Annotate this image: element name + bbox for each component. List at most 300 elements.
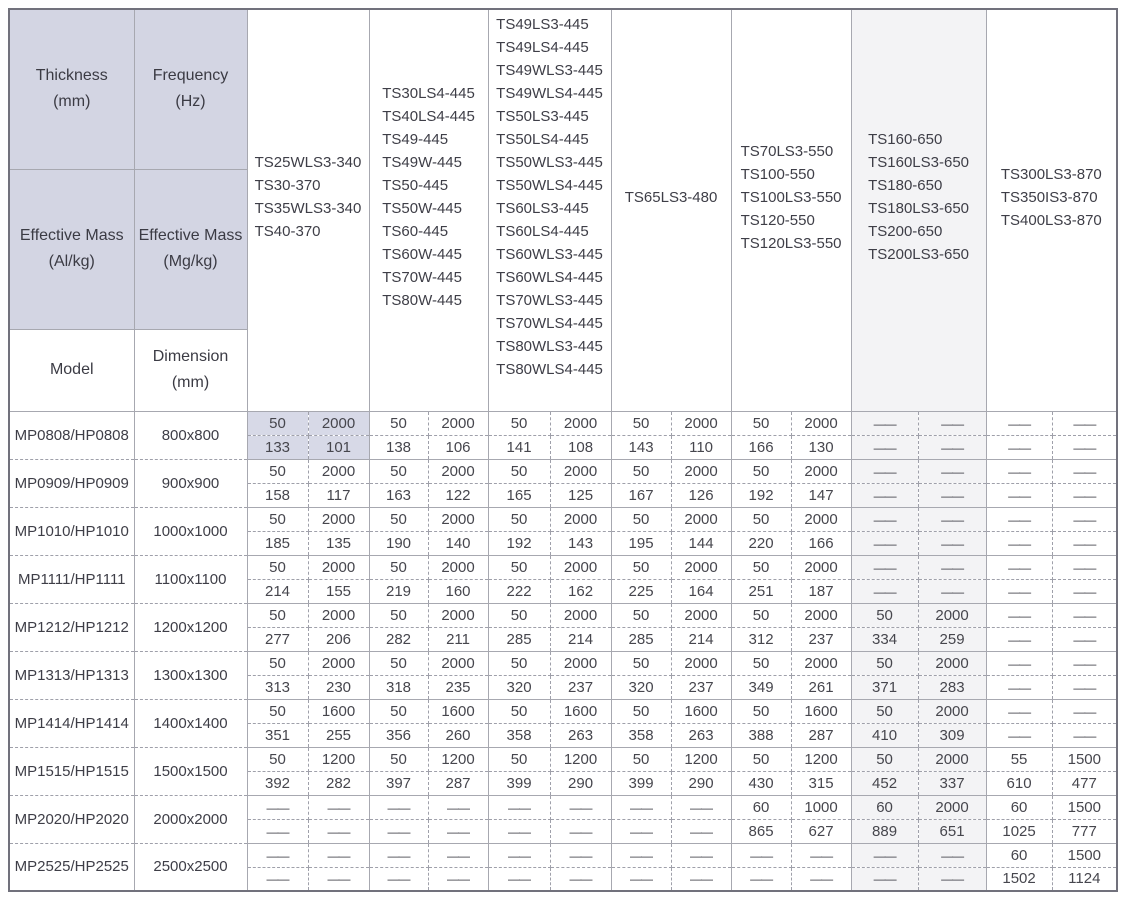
mass-mg-value: 206 (308, 627, 369, 651)
product-spec-table (8, 8, 1118, 892)
series-column-header-5 (731, 9, 851, 411)
not-available-dash: —— (1008, 416, 1031, 431)
header-dimension-label: Dimension (152, 348, 229, 365)
mass-mg-value: 230 (308, 675, 369, 699)
mass-mg-value: 144 (671, 531, 731, 555)
mass-mg-value: 477 (1052, 771, 1117, 795)
mass-mg-value: 255 (308, 723, 369, 747)
frequency-value (308, 843, 369, 867)
mass-al-value: 1502 (986, 867, 1052, 891)
series-model-label: TS40LS4-445 (382, 108, 475, 126)
mass-al-value: 399 (611, 771, 671, 795)
thickness-value: 50 (851, 651, 918, 675)
frequency-value: 2000 (308, 507, 369, 531)
spec-table-body (9, 411, 1117, 891)
mass-al-value: 163 (369, 483, 428, 507)
table-row (9, 843, 1117, 867)
thickness-value: 60 (986, 795, 1052, 819)
thickness-value (369, 843, 428, 867)
mass-al-value: 214 (247, 579, 308, 603)
not-available-dash: —— (1008, 560, 1031, 575)
series-model-label: TS50WLS3-445 (496, 154, 603, 172)
mass-mg-value: 237 (791, 627, 851, 651)
thickness-value (488, 795, 550, 819)
not-available-dash: —— (750, 872, 773, 887)
not-available-dash: —— (569, 800, 592, 815)
not-available-dash: —— (941, 416, 964, 431)
mass-mg-value: 235 (428, 675, 488, 699)
thickness-value (986, 507, 1052, 531)
frequency-value: 1000 (791, 795, 851, 819)
mass-al-value: 143 (611, 435, 671, 459)
frequency-value: 2000 (671, 603, 731, 627)
thickness-value: 55 (986, 747, 1052, 771)
not-available-dash: —— (508, 872, 531, 887)
frequency-value: 2000 (671, 651, 731, 675)
frequency-value: 1200 (550, 747, 611, 771)
frequency-value: 1500 (1052, 747, 1117, 771)
mass-al-value: 351 (247, 723, 308, 747)
series-model-label: TS70WLS4-445 (496, 315, 603, 333)
mass-al-value: 251 (731, 579, 791, 603)
frequency-value (671, 795, 731, 819)
frequency-value: 2000 (308, 651, 369, 675)
mass-al-value: 220 (731, 531, 791, 555)
not-available-dash: —— (1008, 704, 1031, 719)
thickness-value: 50 (731, 747, 791, 771)
mass-al-value (986, 483, 1052, 507)
mass-mg-value: 106 (428, 435, 488, 459)
mass-mg-value (1052, 483, 1117, 507)
frequency-value (918, 411, 986, 435)
frequency-value: 2000 (791, 603, 851, 627)
mass-al-value (731, 867, 791, 891)
not-available-dash: —— (569, 848, 592, 863)
not-available-dash: —— (447, 800, 470, 815)
mass-mg-value (1052, 675, 1117, 699)
mass-mg-value: 143 (550, 531, 611, 555)
series-model-label: TS49LS4-445 (496, 39, 589, 57)
frequency-value: 2000 (308, 603, 369, 627)
dimension-cell: 1500x1500 (134, 747, 247, 795)
series-model-label: TS70W-445 (382, 269, 462, 287)
frequency-value (308, 795, 369, 819)
frequency-value: 2000 (671, 411, 731, 435)
not-available-dash: —— (1008, 512, 1031, 527)
thickness-value: 50 (488, 555, 550, 579)
series-model-label: TS100-550 (740, 165, 815, 183)
thickness-value: 50 (247, 507, 308, 531)
thickness-value: 60 (731, 795, 791, 819)
mass-al-value: 158 (247, 483, 308, 507)
thickness-value: 50 (488, 651, 550, 675)
frequency-value: 2000 (550, 459, 611, 483)
mass-mg-value (1052, 435, 1117, 459)
thickness-value: 50 (731, 459, 791, 483)
mass-al-value: 219 (369, 579, 428, 603)
header-dimension-unit: (mm) (171, 374, 210, 391)
mass-mg-value: 160 (428, 579, 488, 603)
series-model-label: TS49WLS4-445 (496, 85, 603, 103)
thickness-value: 50 (369, 411, 428, 435)
frequency-value (1052, 555, 1117, 579)
frequency-value: 2000 (308, 459, 369, 483)
header-effective-mass-mg (134, 169, 247, 329)
not-available-dash: —— (447, 872, 470, 887)
mass-mg-value: 287 (791, 723, 851, 747)
mass-mg-value (428, 819, 488, 843)
thickness-value: 50 (731, 651, 791, 675)
series-model-label: TS50-445 (382, 177, 449, 195)
thickness-value: 50 (731, 699, 791, 723)
dimension-cell: 900x900 (134, 459, 247, 507)
series-model-label: TS60-445 (382, 223, 449, 241)
not-available-dash: —— (387, 848, 410, 863)
thickness-value: 60 (851, 795, 918, 819)
not-available-dash: —— (266, 872, 289, 887)
not-available-dash: —— (569, 872, 592, 887)
header-thickness (9, 9, 134, 169)
thickness-value: 50 (731, 507, 791, 531)
thickness-value: 50 (369, 459, 428, 483)
dimension-cell: 2500x2500 (134, 843, 247, 891)
mass-mg-value (918, 579, 986, 603)
table-row (9, 795, 1117, 819)
dimension-cell: 1000x1000 (134, 507, 247, 555)
mass-al-value: 358 (488, 723, 550, 747)
thickness-value (851, 459, 918, 483)
frequency-value: 2000 (428, 411, 488, 435)
mass-mg-value: 287 (428, 771, 488, 795)
model-cell: MP2525/HP2525 (9, 843, 134, 891)
model-cell: MP0808/HP0808 (9, 411, 134, 459)
not-available-dash: —— (1073, 536, 1096, 551)
model-cell: MP2020/HP2020 (9, 795, 134, 843)
mass-al-value: 190 (369, 531, 428, 555)
frequency-value (1052, 603, 1117, 627)
mass-mg-value: 126 (671, 483, 731, 507)
thickness-value: 50 (851, 603, 918, 627)
mass-al-value (986, 531, 1052, 555)
series-model-label: TS350IS3-870 (1000, 188, 1098, 206)
series-model-label: TS49W-445 (382, 154, 462, 172)
not-available-dash: —— (630, 848, 653, 863)
not-available-dash: —— (1008, 608, 1031, 623)
mass-mg-value (918, 483, 986, 507)
frequency-value: 2000 (550, 651, 611, 675)
not-available-dash: —— (810, 872, 833, 887)
series-model-label: TS70LS3-550 (740, 142, 834, 160)
mass-mg-value: 122 (428, 483, 488, 507)
series-model-label: TS100LS3-550 (740, 188, 842, 206)
series-model-label: TS80WLS4-445 (496, 361, 603, 379)
dimension-cell: 2000x2000 (134, 795, 247, 843)
mass-al-value: 141 (488, 435, 550, 459)
mass-mg-value: 166 (791, 531, 851, 555)
series-model-label: TS50LS3-445 (496, 108, 589, 126)
frequency-value: 2000 (308, 555, 369, 579)
mass-al-value (611, 819, 671, 843)
mass-al-value: 392 (247, 771, 308, 795)
mass-mg-value (671, 819, 731, 843)
frequency-value: 2000 (918, 747, 986, 771)
mass-al-value: 320 (611, 675, 671, 699)
not-available-dash: —— (508, 848, 531, 863)
mass-al-value (851, 531, 918, 555)
not-available-dash: —— (873, 464, 896, 479)
mass-al-value (851, 483, 918, 507)
mass-al-value: 225 (611, 579, 671, 603)
not-available-dash: —— (630, 824, 653, 839)
mass-mg-value: 777 (1052, 819, 1117, 843)
not-available-dash: —— (873, 440, 896, 455)
not-available-dash: —— (1073, 728, 1096, 743)
header-effective-mass-al-label: Effective Mass (19, 227, 124, 244)
series-model-label: TS50W-445 (382, 200, 462, 218)
not-available-dash: —— (873, 584, 896, 599)
not-available-dash: —— (873, 488, 896, 503)
not-available-dash: —— (690, 848, 713, 863)
mass-mg-value: 237 (671, 675, 731, 699)
series-model-label: TS60LS3-445 (496, 200, 589, 218)
not-available-dash: —— (873, 536, 896, 551)
table-row (9, 507, 1117, 531)
series-model-label: TS120LS3-550 (740, 234, 842, 252)
thickness-value: 50 (851, 699, 918, 723)
frequency-value: 2000 (550, 411, 611, 435)
model-cell: MP1515/HP1515 (9, 747, 134, 795)
mass-mg-value (428, 867, 488, 891)
mass-mg-value: 117 (308, 483, 369, 507)
mass-mg-value (308, 819, 369, 843)
series-model-label: TS80W-445 (382, 292, 462, 310)
thickness-value: 50 (611, 459, 671, 483)
thickness-value: 50 (611, 747, 671, 771)
series-model-label: TS400LS3-870 (1000, 211, 1102, 229)
frequency-value (550, 843, 611, 867)
mass-al-value: 399 (488, 771, 550, 795)
thickness-value (851, 555, 918, 579)
mass-mg-value: 110 (671, 435, 731, 459)
thickness-value: 50 (488, 603, 550, 627)
dimension-cell: 800x800 (134, 411, 247, 459)
mass-al-value: 313 (247, 675, 308, 699)
series-model-label: TS65LS3-480 (624, 188, 718, 206)
thickness-value (611, 843, 671, 867)
mass-al-value: 371 (851, 675, 918, 699)
thickness-value: 50 (247, 555, 308, 579)
not-available-dash: —— (690, 800, 713, 815)
table-row (9, 603, 1117, 627)
thickness-value (986, 411, 1052, 435)
mass-mg-value: 214 (671, 627, 731, 651)
frequency-value: 2000 (671, 459, 731, 483)
not-available-dash: —— (630, 872, 653, 887)
series-column-header-3 (488, 9, 611, 411)
thickness-value: 50 (369, 699, 428, 723)
mass-al-value (488, 819, 550, 843)
mass-al-value (986, 579, 1052, 603)
mass-mg-value: 130 (791, 435, 851, 459)
thickness-value: 50 (611, 411, 671, 435)
not-available-dash: —— (690, 824, 713, 839)
frequency-value: 2000 (550, 603, 611, 627)
mass-al-value (986, 675, 1052, 699)
series-model-label: TS200-650 (868, 223, 943, 241)
header-dimension (134, 329, 247, 411)
series-column-header-4 (611, 9, 731, 411)
mass-mg-value: 627 (791, 819, 851, 843)
series-column-header-1 (247, 9, 369, 411)
mass-mg-value: 290 (550, 771, 611, 795)
mass-al-value (369, 819, 428, 843)
thickness-value (247, 795, 308, 819)
mass-mg-value: 135 (308, 531, 369, 555)
thickness-value (851, 843, 918, 867)
frequency-value: 2000 (428, 555, 488, 579)
frequency-value (1052, 411, 1117, 435)
header-model (9, 329, 134, 411)
mass-al-value (851, 435, 918, 459)
thickness-value: 50 (488, 411, 550, 435)
not-available-dash: —— (941, 872, 964, 887)
frequency-value: 2000 (550, 507, 611, 531)
series-model-label: TS160LS3-650 (868, 154, 970, 172)
thickness-value: 60 (986, 843, 1052, 867)
mass-al-value: 356 (369, 723, 428, 747)
not-available-dash: —— (873, 416, 896, 431)
series-column-header-6 (851, 9, 986, 411)
series-model-label: TS50LS4-445 (496, 131, 589, 149)
series-model-label: TS160-650 (868, 131, 943, 149)
not-available-dash: —— (508, 824, 531, 839)
mass-mg-value (1052, 627, 1117, 651)
model-cell: MP1111/HP1111 (9, 555, 134, 603)
frequency-value (918, 459, 986, 483)
thickness-value: 50 (851, 747, 918, 771)
thickness-value (986, 651, 1052, 675)
not-available-dash: —— (1008, 488, 1031, 503)
series-model-label: TS300LS3-870 (1000, 165, 1102, 183)
mass-al-value: 192 (488, 531, 550, 555)
not-available-dash: —— (327, 848, 350, 863)
not-available-dash: —— (447, 824, 470, 839)
mass-mg-value (671, 867, 731, 891)
thickness-value: 50 (247, 699, 308, 723)
frequency-value: 2000 (428, 603, 488, 627)
frequency-value (1052, 699, 1117, 723)
mass-al-value: 165 (488, 483, 550, 507)
not-available-dash: —— (387, 824, 410, 839)
mass-al-value: 410 (851, 723, 918, 747)
thickness-value (731, 843, 791, 867)
frequency-value: 2000 (791, 411, 851, 435)
thickness-value: 50 (611, 699, 671, 723)
mass-al-value: 312 (731, 627, 791, 651)
thickness-value (986, 699, 1052, 723)
series-model-label: TS40-370 (254, 223, 321, 241)
mass-al-value: 285 (611, 627, 671, 651)
header-effective-mass-al-unit: (Al/kg) (48, 253, 95, 270)
mass-al-value (851, 579, 918, 603)
mass-al-value: 320 (488, 675, 550, 699)
table-row (9, 459, 1117, 483)
thickness-value (369, 795, 428, 819)
thickness-value: 50 (247, 651, 308, 675)
not-available-dash: —— (941, 848, 964, 863)
series-column-header-7 (986, 9, 1117, 411)
mass-al-value: 185 (247, 531, 308, 555)
series-column-header-2 (369, 9, 488, 411)
frequency-value: 2000 (550, 555, 611, 579)
series-model-label: TS49-445 (382, 131, 449, 149)
not-available-dash: —— (1073, 488, 1096, 503)
frequency-value: 1600 (428, 699, 488, 723)
not-available-dash: —— (941, 488, 964, 503)
thickness-value: 50 (369, 555, 428, 579)
mass-al-value: 452 (851, 771, 918, 795)
header-effective-mass-mg-label: Effective Mass (138, 227, 243, 244)
mass-al-value: 349 (731, 675, 791, 699)
thickness-value (986, 555, 1052, 579)
series-model-label: TS30LS4-445 (382, 85, 475, 103)
series-model-label: TS60WLS4-445 (496, 269, 603, 287)
model-cell: MP1010/HP1010 (9, 507, 134, 555)
frequency-value (791, 843, 851, 867)
series-model-label: TS180-650 (868, 177, 943, 195)
frequency-value: 2000 (918, 603, 986, 627)
not-available-dash: —— (1073, 632, 1096, 647)
not-available-dash: —— (1073, 560, 1096, 575)
mass-al-value (986, 723, 1052, 747)
not-available-dash: —— (447, 848, 470, 863)
series-model-label: TS35WLS3-340 (254, 200, 362, 218)
thickness-value: 50 (247, 747, 308, 771)
dimension-cell: 1200x1200 (134, 603, 247, 651)
frequency-value (918, 555, 986, 579)
dimension-cell: 1100x1100 (134, 555, 247, 603)
frequency-value: 1200 (428, 747, 488, 771)
not-available-dash: —— (1073, 656, 1096, 671)
not-available-dash: —— (1008, 656, 1031, 671)
mass-al-value: 167 (611, 483, 671, 507)
frequency-value (428, 795, 488, 819)
header-thickness-unit: (mm) (53, 93, 91, 111)
mass-mg-value: 214 (550, 627, 611, 651)
not-available-dash: —— (1073, 608, 1096, 623)
mass-al-value: 889 (851, 819, 918, 843)
mass-al-value: 195 (611, 531, 671, 555)
table-row (9, 747, 1117, 771)
series-model-label: TS30-370 (254, 177, 321, 195)
frequency-value (671, 843, 731, 867)
mass-mg-value (1052, 579, 1117, 603)
thickness-value: 50 (731, 411, 791, 435)
series-model-label: TS60W-445 (382, 246, 462, 264)
mass-al-value: 133 (247, 435, 308, 459)
not-available-dash: —— (327, 824, 350, 839)
thickness-value: 50 (488, 747, 550, 771)
not-available-dash: —— (1008, 728, 1031, 743)
table-row (9, 651, 1117, 675)
mass-al-value: 318 (369, 675, 428, 699)
frequency-value: 2000 (428, 507, 488, 531)
series-model-label: TS180LS3-650 (868, 200, 970, 218)
not-available-dash: —— (508, 800, 531, 815)
header-model-label: Model (49, 361, 94, 378)
not-available-dash: —— (873, 872, 896, 887)
mass-al-value: 334 (851, 627, 918, 651)
